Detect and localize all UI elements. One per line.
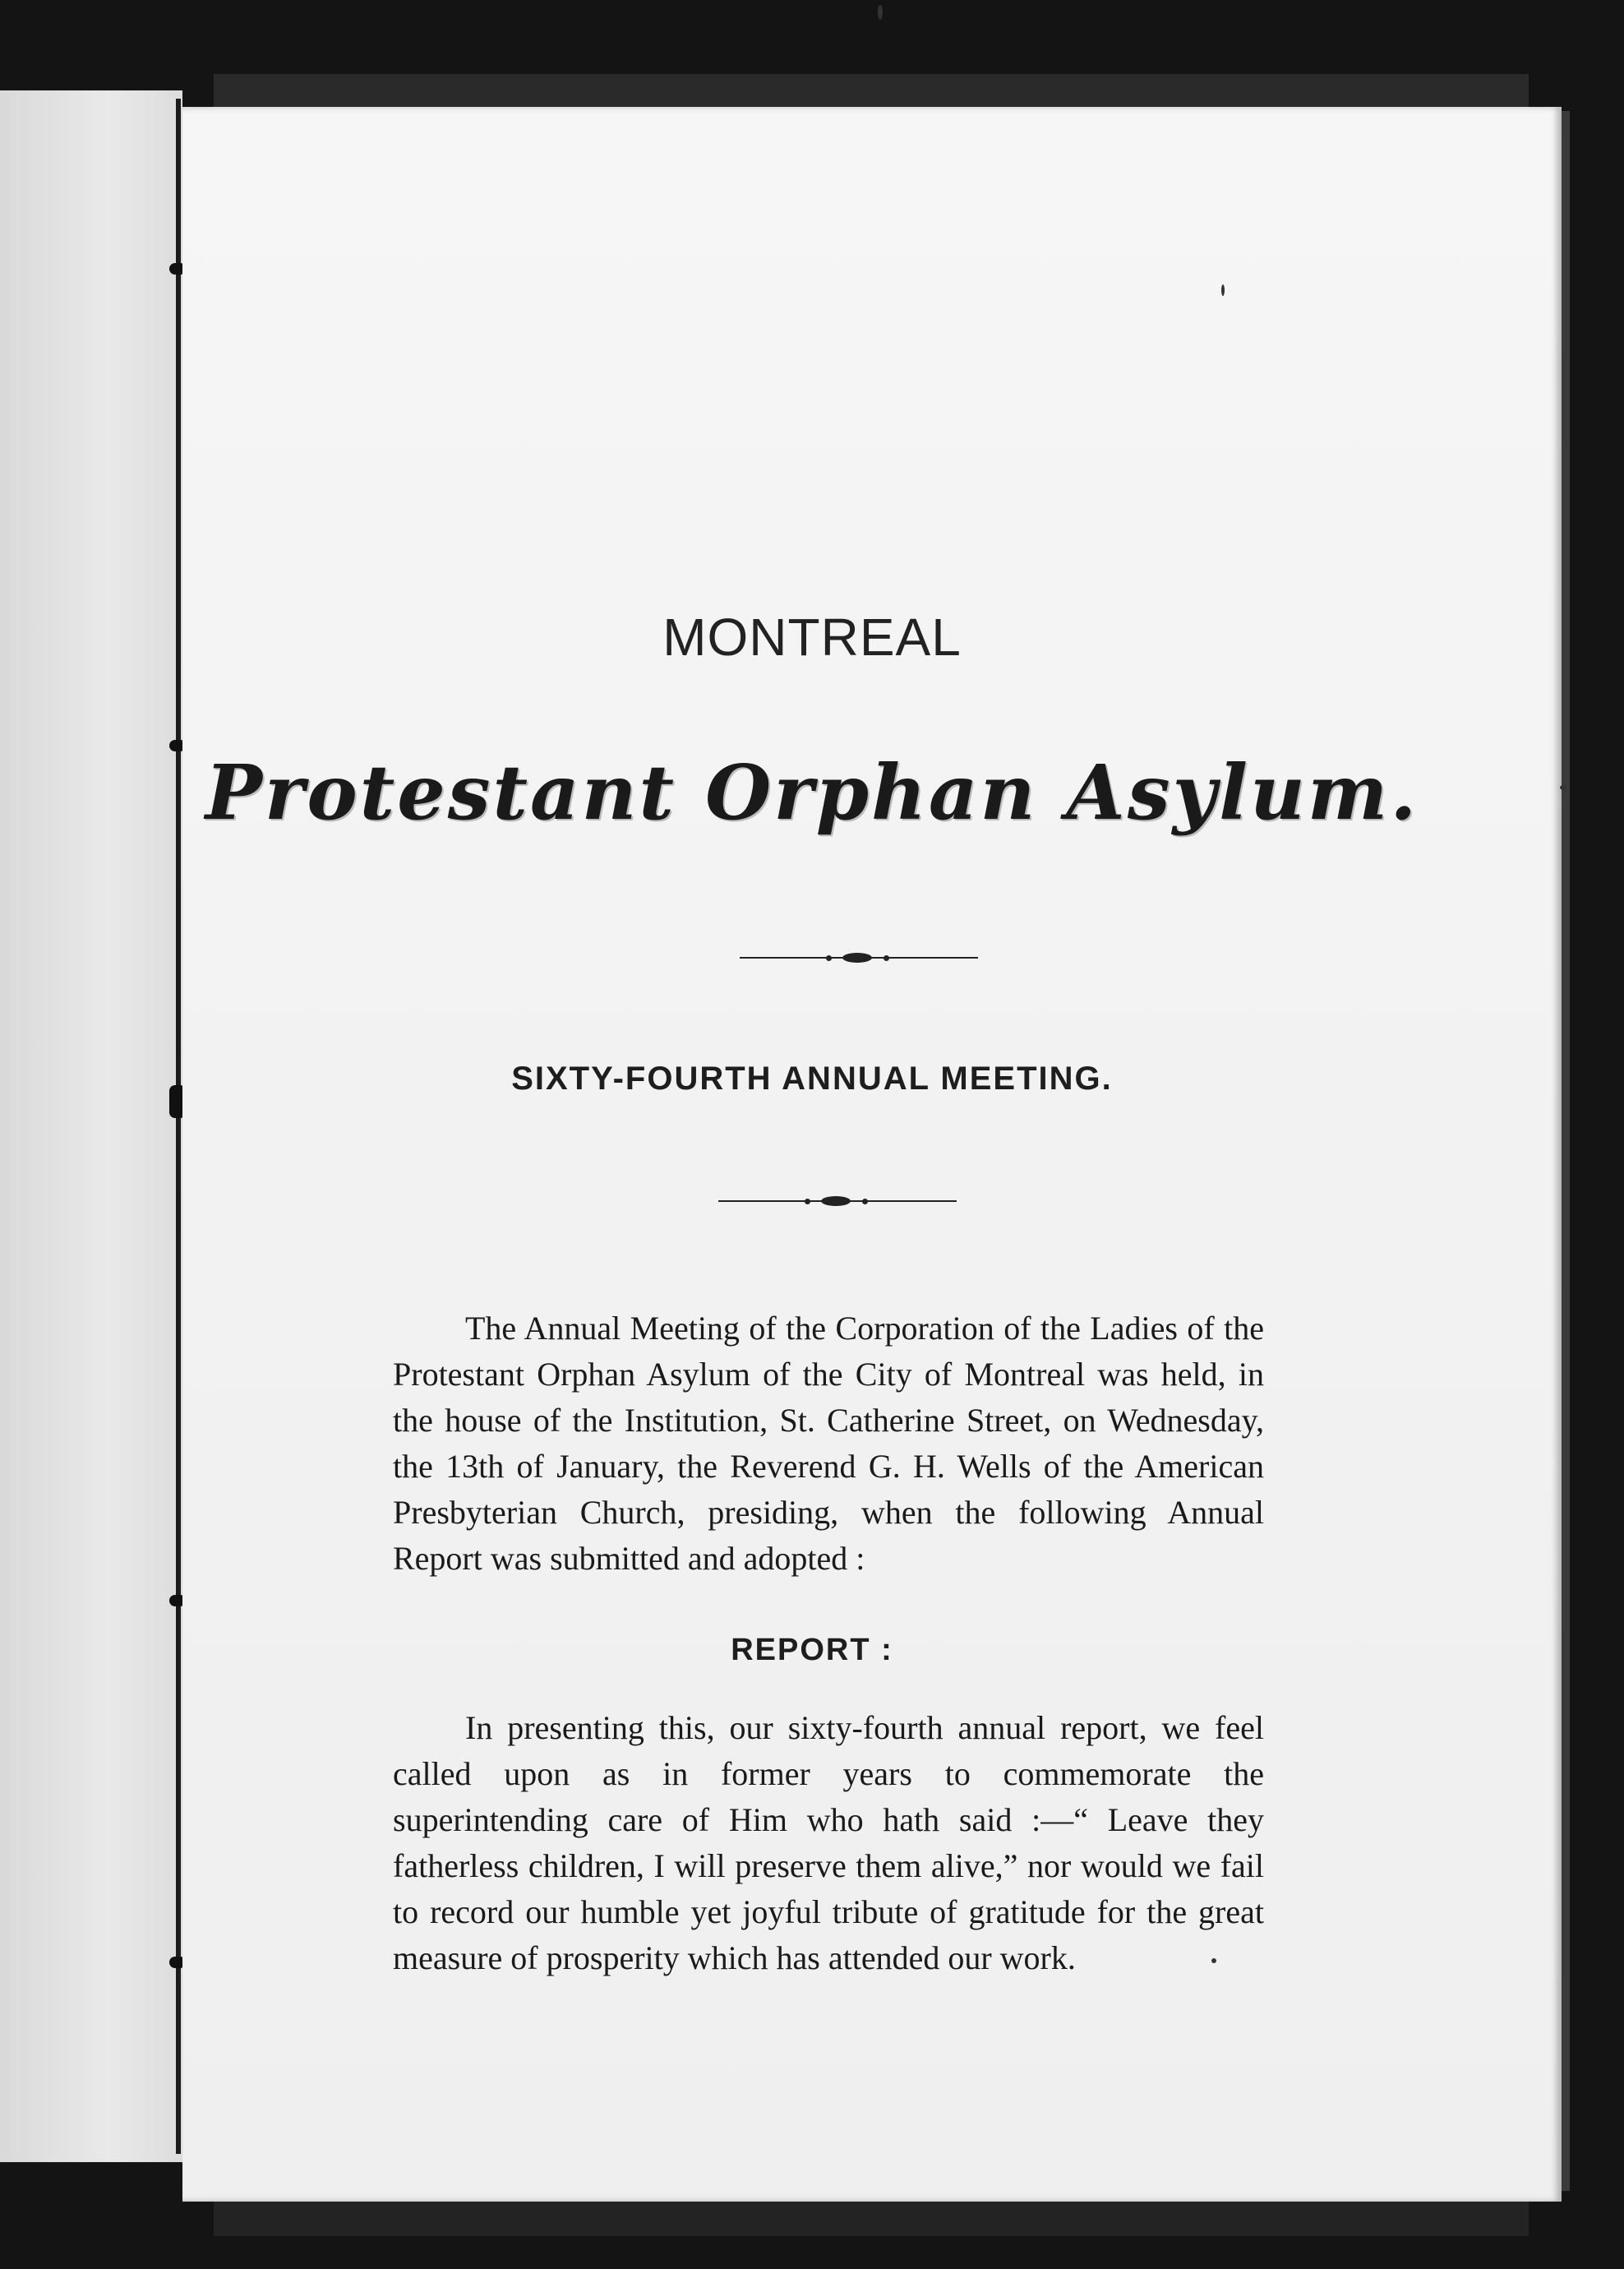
ornamental-rule <box>718 1194 957 1208</box>
meeting-title: SIXTY-FOURTH ANNUAL MEETING. <box>511 1061 1113 1097</box>
city-title: MONTREAL <box>662 608 962 667</box>
intro-paragraph: The Annual Meeting of the Corporation of the Ladies of the Protestant Orphan Asylum of the City of Montreal was held, in the house of the Institution, St. Catherine Street, on Wednesday, the 13th of January, the Reverend G. H. Wells of the American Presbyterian Church, presiding, when the following Annual Report was submitted and adopted : <box>393 1310 1264 1577</box>
page-edge <box>1562 111 1570 2191</box>
scan-speck <box>1211 1958 1216 1963</box>
scan-speck <box>1560 785 1566 790</box>
book-spine <box>176 99 181 2154</box>
report-paragraph: In presenting this, our sixty-fourth annual report, we feel called upon as in former years to commemorate the superintending care of Him who hath said :—“ Leave they fatherless children, I will preserve them alive,” nor would we fail to record our humble yet joyful tribute of gratitude for the great measure of prosperity which has attended our work. <box>393 1709 1264 1976</box>
scanner-frame-top <box>214 74 1529 107</box>
scan-speck <box>1221 284 1225 296</box>
institution-title: Protestant Orphan Asylum. <box>205 748 1419 837</box>
scan-speck <box>878 5 883 20</box>
ornamental-rule <box>740 950 978 965</box>
facing-page <box>0 90 182 2162</box>
report-heading: REPORT : <box>731 1633 893 1667</box>
